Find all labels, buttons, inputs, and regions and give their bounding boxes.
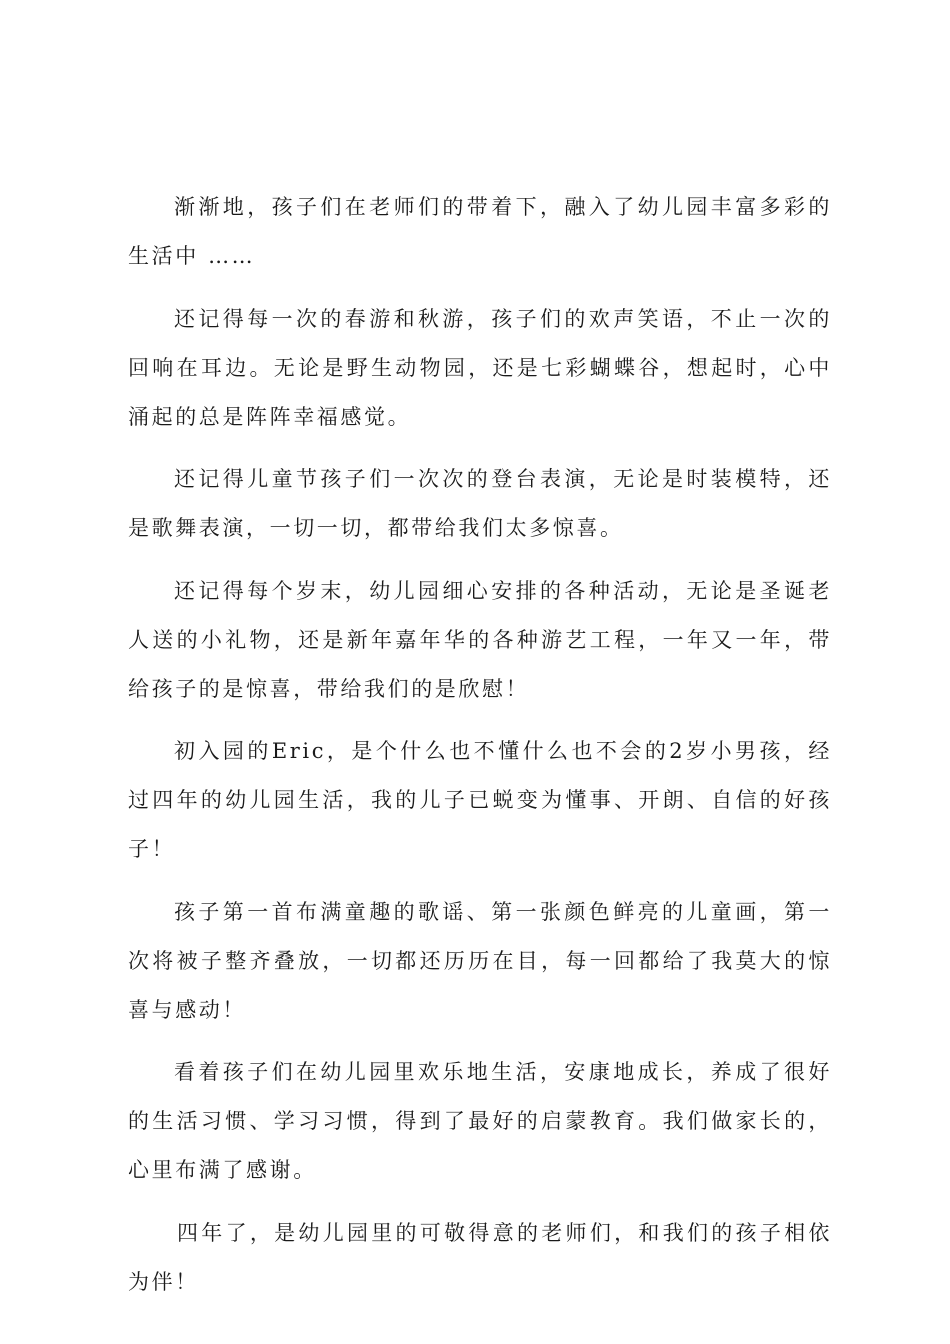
paragraph-5: 初入园的Eric，是个什么也不懂什么也不会的2岁小男孩，经过四年的幼儿园生活，我的儿子已蜕变为懂事、开朗、自信的好孩子！: [128, 739, 832, 861]
paragraph-8: 四年了，是幼儿园里的可敬得意的老师们，和我们的孩子相依为伴！: [128, 1220, 832, 1294]
paragraph-7: 看着孩子们在幼儿园里欢乐地生活，安康地成长，养成了很好的生活习惯、学习习惯，得到了最好的启蒙教育。我们做家长的，心里布满了感谢。: [128, 1060, 832, 1182]
document-body: [128, 183, 832, 1320]
paragraph-6: 孩子第一首布满童趣的歌谣、第一张颜色鲜亮的儿童画，第一次将被子整齐叠放，一切都还历历在目，每一回都给了我莫大的惊喜与感动！: [128, 899, 832, 1022]
paragraph-2: 还记得每一次的春游和秋游，孩子们的欢声笑语，不止一次的回响在耳边。无论是野生动物园，还是七彩蝴蝶谷，想起时，心中涌起的总是阵阵幸福感觉。: [128, 306, 832, 429]
paragraph-4: 还记得每个岁末，幼儿园细心安排的各种活动，无论是圣诞老人送的小礼物，还是新年嘉年华的各种游艺工程，一年又一年，带给孩子的是惊喜，带给我们的是欣慰！: [128, 578, 832, 701]
paragraph-3: 还记得儿童节孩子们一次次的登台表演，无论是时装模特，还是歌舞表演，一切一切，都带给我们太多惊喜。: [128, 467, 832, 540]
paragraph-1: 渐渐地，孩子们在老师们的带着下，融入了幼儿园丰富多彩的生活中 ……: [128, 195, 832, 268]
